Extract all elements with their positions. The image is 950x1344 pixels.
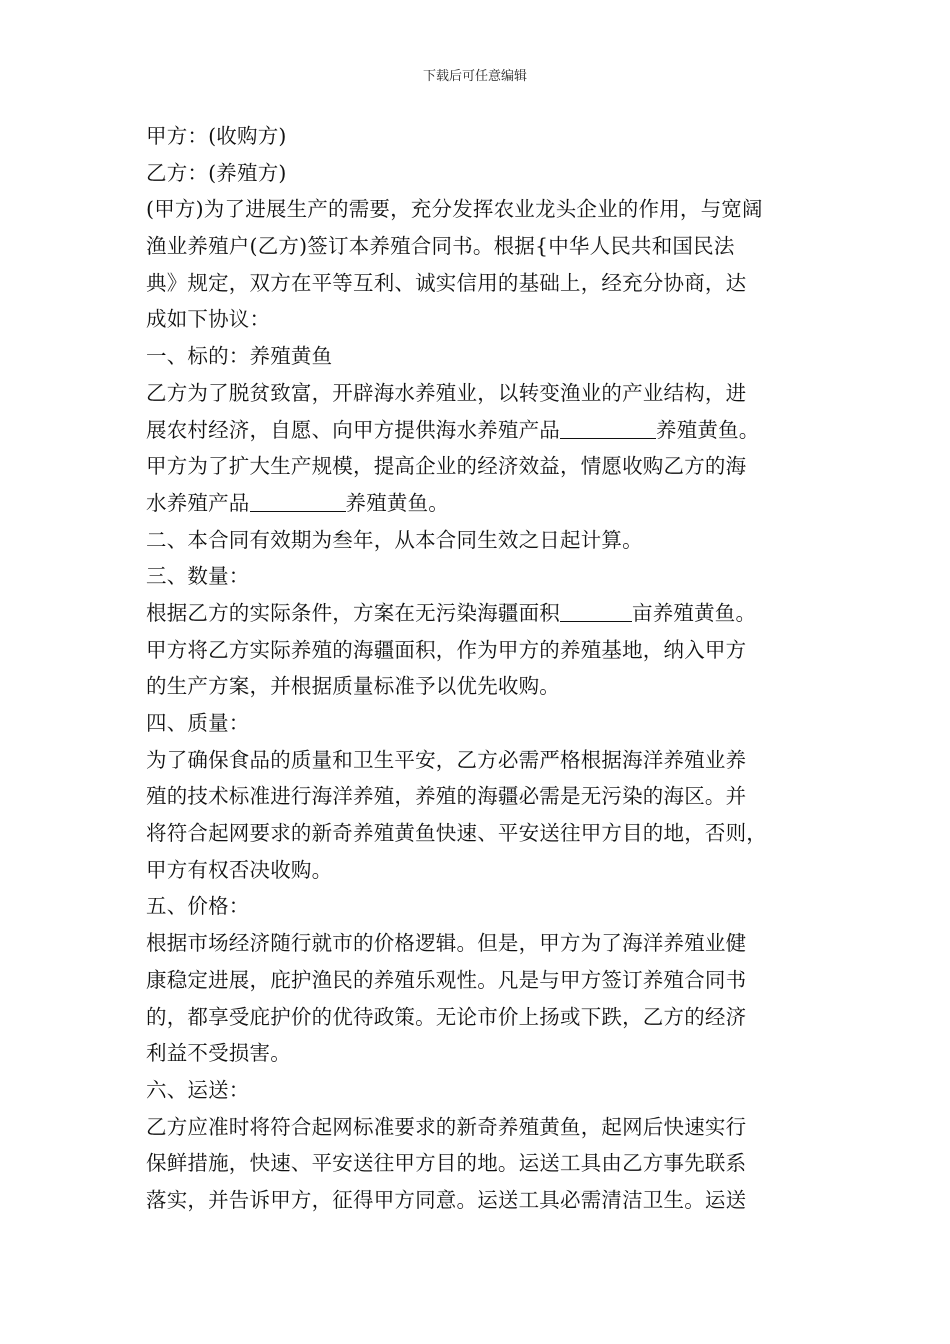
- text-segment: 养殖黄鱼。: [345, 490, 449, 515]
- blank-fill-field[interactable]: [250, 489, 346, 512]
- section-5-line-2: 康稳定进展，庇护渔民的养殖乐观性。凡是与甲方签订养殖合同书: [146, 967, 747, 992]
- preamble-line-1: (甲方)为了进展生产的需要，充分发挥农业龙头企业的作用，与宽阔: [146, 197, 763, 222]
- preamble-line-2: 渔业养殖户(乙方)签订本养殖合同书。根据{中华人民共和国民法: [146, 234, 735, 259]
- section-4-line-1: 为了确保食品的质量和卫生平安，乙方必需严格根据海洋养殖业养: [146, 747, 747, 772]
- section-4-heading: 四、质量：: [146, 711, 250, 735]
- text-segment: 根据乙方的实际条件，方案在无污染海疆面积: [146, 600, 560, 625]
- text-segment: 水养殖产品: [146, 490, 250, 515]
- section-6-line-2: 保鲜措施，快速、平安送往甲方目的地。运送工具由乙方事先联系: [146, 1151, 747, 1176]
- section-3-heading: 三、数量：: [146, 564, 250, 589]
- section-3-line-3: 的生产方案，并根据质量标准予以优先收购。: [146, 674, 560, 699]
- section-1-line-3: 甲方为了扩大生产规模，提高企业的经济效益，情愿收购乙方的海: [146, 454, 747, 479]
- section-2-heading: 二、本合同有效期为叁年，从本合同生效之日起计算。: [146, 527, 643, 552]
- section-4-line-4: 甲方有权否决收购。: [146, 857, 333, 882]
- section-5-heading: 五、价格：: [146, 894, 250, 919]
- preamble-line-3: 典》规定，双方在平等互利、诚实信用的基础上，经充分协商，达: [146, 270, 747, 295]
- page-header: 下载后可任意编辑: [422, 69, 527, 84]
- blank-fill-field[interactable]: [560, 599, 632, 622]
- preamble-line-4: 成如下协议：: [146, 307, 271, 332]
- section-6-heading: 六、运送：: [146, 1077, 250, 1102]
- party-a-line: 甲方：(收购方): [146, 124, 287, 148]
- section-1-line-4: [146, 485, 836, 522]
- section-4-line-3: 将符合起网要求的新奇养殖黄鱼快速、平安送往甲方目的地，否则，: [146, 821, 767, 846]
- contract-body: [146, 118, 836, 1219]
- section-1-line-2: [146, 412, 836, 449]
- section-4-line-2: 殖的技术标准进行海洋养殖，养殖的海疆必需是无污染的海区。并: [146, 784, 747, 809]
- section-5-line-4: 利益不受损害。: [146, 1041, 291, 1066]
- section-1-line-1: 乙方为了脱贫致富，开辟海水养殖业，以转变渔业的产业结构，进: [146, 380, 747, 405]
- text-segment: 亩养殖黄鱼。: [632, 600, 757, 625]
- section-6-line-3: 落实，并告诉甲方，征得甲方同意。运送工具必需清洁卫生。运送: [146, 1187, 747, 1212]
- section-3-line-2: 甲方将乙方实际养殖的海疆面积，作为甲方的养殖基地，纳入甲方: [146, 637, 747, 662]
- party-b-line: 乙方：(养殖方): [146, 160, 287, 185]
- section-5-line-1: 根据市场经济随行就市的价格逻辑。但是，甲方为了海洋养殖业健: [146, 931, 747, 956]
- section-1-heading: 一、标的：养殖黄鱼: [146, 344, 333, 369]
- text-segment: 展农村经济，自愿、向甲方提供海水养殖产品: [146, 417, 560, 442]
- section-3-line-1: [146, 595, 836, 632]
- blank-fill-field[interactable]: [560, 416, 656, 439]
- section-5-line-3: 的，都享受庇护价的优待政策。无论市价上扬或下跌，乙方的经济: [146, 1004, 747, 1029]
- text-segment: 养殖黄鱼。: [656, 417, 760, 442]
- section-6-line-1: 乙方应准时将符合起网标准要求的新奇养殖黄鱼，起网后快速实行: [146, 1114, 747, 1139]
